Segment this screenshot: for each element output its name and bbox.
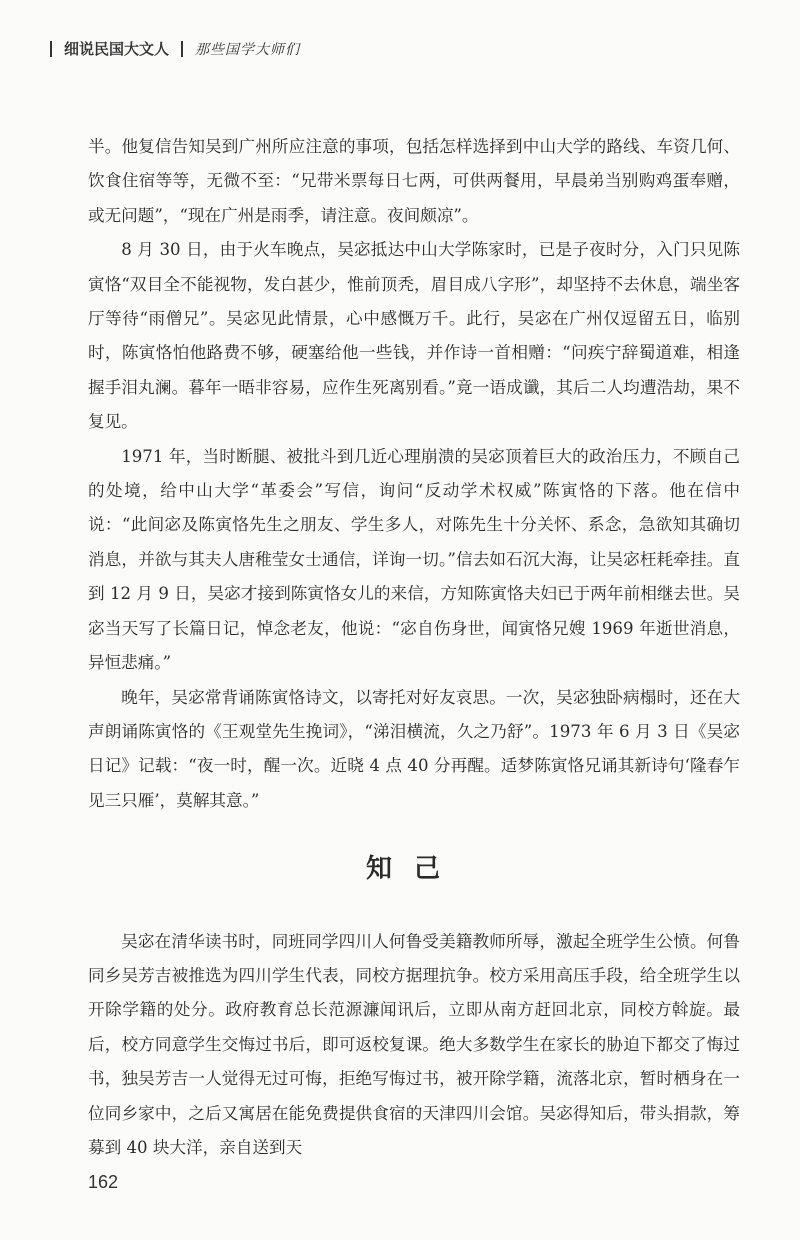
page-number: 162 [88, 1172, 119, 1192]
running-header [50, 38, 300, 59]
header-book-title: 细说民国大文人 [64, 40, 170, 58]
paragraph: 晚年，吴宓常背诵陈寅恪诗文，以寄托对好友哀思。一次，吴宓独卧病榻时，还在大声朗诵陈寅恪的《王观堂先生挽词》，“涕泪横流，久之乃舒”。1973 年 6 月 3 日《吴宓日记》记载：“夜一时，醒一次。近晓 4 点 40 分再醒。适梦陈寅恪兄诵其新诗句‘隆春乍见三只雁’，莫解其意。” [88, 687, 740, 810]
paragraph: 半。他复信告知吴到广州所应注意的事项，包括怎样选择到中山大学的路线、车资几何、饮食住宿等等，无微不至：“兄带米票每日七两，可供两餐用，早晨弟当别购鸡蛋奉赠，或无问题”，“现在广州是雨季，请注意。夜间颇凉”。 [88, 137, 740, 225]
paragraph: 8 月 30 日，由于火车晚点，吴宓抵达中山大学陈家时，已是子夜时分，入门只见陈寅恪“双目全不能视物，发白甚少，惟前顶秃，眉目成八字形”，却坚持不去休息，端坐客厅等待“雨僧兄”。吴宓见此情景，心中感慨万千。此行，吴宓在广州仅逗留五日，临别时，陈寅恪怕他路费不够，硬塞给他一些钱，并作诗一首相赠：“问疾宁辞蜀道难，相逢握手泪丸澜。暮年一晤非容易，应作生死离别看。”竟一语成谶，其后二人均遭浩劫，果不复见。 [88, 240, 740, 432]
section-title: 知己 [365, 854, 462, 885]
header-subtitle: 那些国学大师们 [195, 41, 301, 58]
paragraph: 1971 年，当时断腿、被批斗到几近心理崩溃的吴宓顶着巨大的政治压力，不顾自己的处境，给中山大学“革委会”写信，询问“反动学术权威”陈寅恪的下落。他在信中说：“此间宓及陈寅恪先生之朋友、学生多人，对陈先生十分关怀、系念，急欲知其确切消息，并欲与其夫人唐稚莹女士通信，详询一切。”信去如石沉大海，让吴宓枉耗牵挂。直到 12 月 9 日，吴宓才接到陈寅恪女儿的来信，方知陈寅恪夫妇已于两年前相继去世。吴宓当天写了长篇日记，悼念老友，他说：“宓自伤身世，闻寅恪兄嫂 1969 年逝世消息，异恒悲痛。” [88, 446, 740, 673]
header-divider [50, 41, 52, 57]
page-body [88, 130, 740, 1165]
paragraph: 吴宓在清华读书时，同班同学四川人何鲁受美籍教师所辱，激起全班学生公愤。何鲁同乡吴芳吉被推选为四川学生代表，同校方据理抗争。校方采用高压手段，给全班学生以开除学籍的处分。政府教育总长范源濂闻讯后，立即从南方赶回北京，同校方斡旋。最后，校方同意学生交悔过书后，即可返校复课。绝大多数学生在家长的胁迫下都交了悔过书，独吴芳吉一人觉得无过可悔，拒绝写悔过书，被开除学籍，流落北京，暂时栖身在一位同乡家中，之后又寓居在能免费提供食宿的天津四川会馆。吴宓得知后，带头捐款，筹募到 40 块大洋，亲自送到天 [88, 931, 740, 1157]
header-divider [181, 41, 183, 57]
